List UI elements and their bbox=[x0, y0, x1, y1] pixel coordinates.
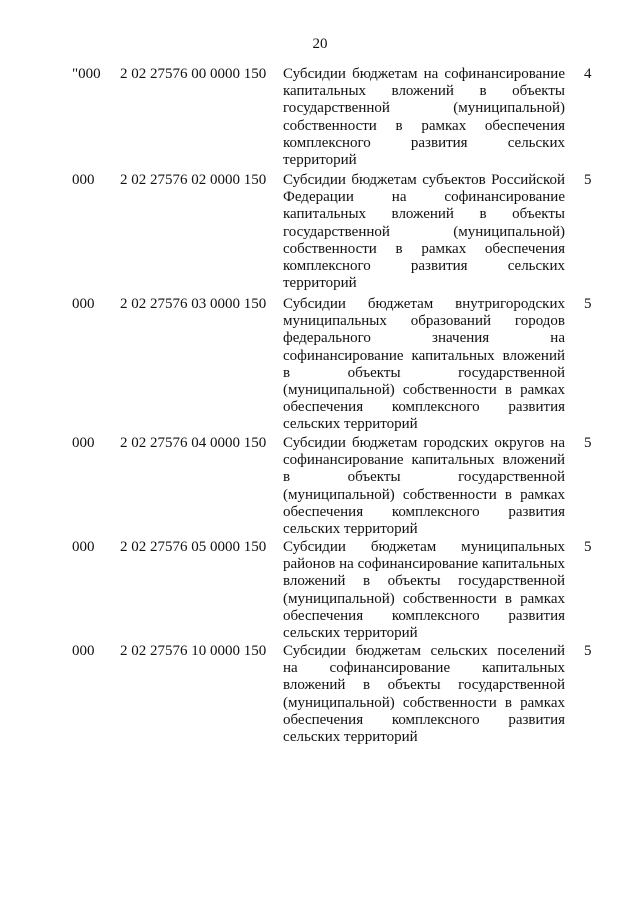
description-cell: Субсидии бюджетам муниципальных районов на софинансирование капитальных вложений в объекты государственной (муниципальной) собственности в рамках обеспечения комплексного развития сельских территорий bbox=[283, 539, 565, 642]
norm-cell: 5 bbox=[584, 172, 592, 188]
admin-code-cell: 000 bbox=[72, 539, 95, 555]
budget-code-table bbox=[0, 66, 640, 749]
admin-code-cell: 000 bbox=[72, 435, 95, 451]
norm-cell: 4 bbox=[584, 66, 592, 82]
table-row bbox=[0, 539, 640, 643]
description-cell: Субсидии бюджетам внутригородских муниципальных образований городов федерального значения на софинансирование капитальных вложений в объекты государственной (муниципальной) собственности в рамках обеспечения комплексного развития сельских территорий bbox=[283, 296, 565, 433]
admin-code-cell: 000 bbox=[72, 172, 95, 188]
admin-code-cell: 000 bbox=[72, 296, 95, 312]
table-row bbox=[0, 643, 640, 749]
admin-code-cell: "000 bbox=[72, 66, 101, 82]
admin-code-cell: 000 bbox=[72, 643, 95, 659]
table-row bbox=[0, 66, 640, 172]
table-row bbox=[0, 296, 640, 435]
budget-code-cell: 2 02 27576 00 0000 150 bbox=[120, 66, 267, 82]
description-cell: Субсидии бюджетам сельских поселений на софинансирование капитальных вложений в объекты государственной (муниципальной) собственности в рамках обеспечения комплексного развития сельских территорий bbox=[283, 643, 565, 746]
description-cell: Субсидии бюджетам городских округов на софинансирование капитальных вложений в объекты государственной (муниципальной) собственности в рамках обеспечения комплексного развития сельских территорий bbox=[283, 435, 565, 538]
page-number: 20 bbox=[312, 36, 328, 52]
table-row bbox=[0, 435, 640, 539]
norm-cell: 5 bbox=[584, 539, 592, 555]
norm-cell: 5 bbox=[584, 643, 592, 659]
budget-code-cell: 2 02 27576 05 0000 150 bbox=[120, 539, 267, 555]
budget-code-cell: 2 02 27576 03 0000 150 bbox=[120, 296, 267, 312]
norm-cell: 5 bbox=[584, 435, 592, 451]
description-cell: Субсидии бюджетам субъектов Российской Федерации на софинансирование капитальных вложений в объекты государственной (муниципальной) собственности в рамках обеспечения комплексного развития сельских территорий bbox=[283, 172, 565, 292]
budget-code-cell: 2 02 27576 02 0000 150 bbox=[120, 172, 267, 188]
budget-code-cell: 2 02 27576 10 0000 150 bbox=[120, 643, 267, 659]
budget-code-cell: 2 02 27576 04 0000 150 bbox=[120, 435, 267, 451]
table-row bbox=[0, 172, 640, 296]
description-cell: Субсидии бюджетам на софинансирование капитальных вложений в объекты государственной (муниципальной) собственности в рамках обеспечения комплексного развития сельских территорий bbox=[283, 66, 565, 169]
norm-cell: 5 bbox=[584, 296, 592, 312]
